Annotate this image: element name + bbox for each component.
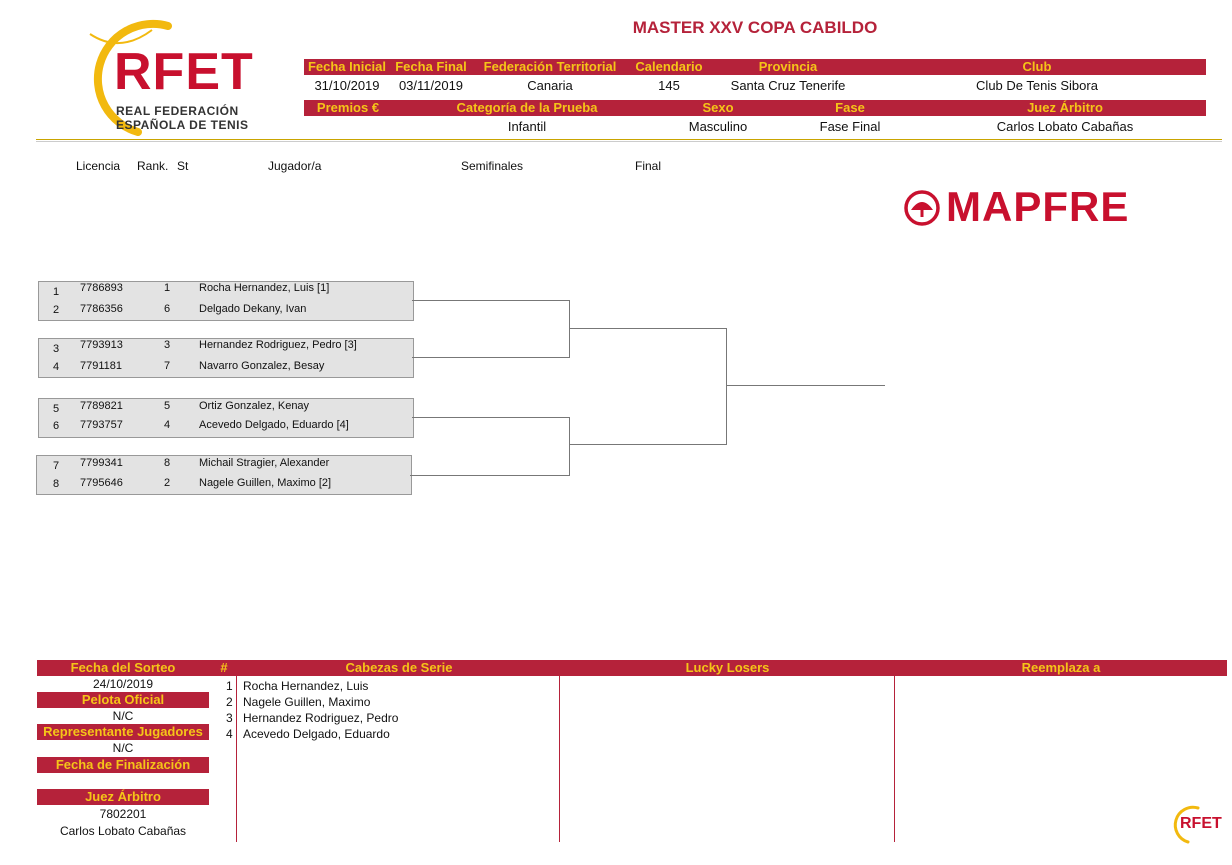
draw-player: Nagele Guillen, Maximo [2] — [199, 477, 332, 489]
footer-separator — [559, 676, 560, 842]
seed-name: Nagele Guillen, Maximo — [243, 695, 371, 709]
info1-header-provincia: Provincia — [758, 59, 818, 74]
draw-pos: 7 — [53, 460, 60, 472]
draw-player: Rocha Hernandez, Luis [1] — [199, 282, 330, 294]
draw-player: Hernandez Rodriguez, Pedro [3] — [199, 339, 357, 351]
col-final: Final — [635, 159, 662, 173]
mapfre-logo — [902, 183, 1202, 230]
info1-federacion: Canaria — [527, 78, 573, 93]
info1-header-federacion: Federación Territorial — [483, 59, 617, 74]
draw-licencia: 7799341 — [80, 457, 123, 469]
rfet-logo-small — [1162, 804, 1226, 844]
draw-rank: 1 — [164, 282, 171, 294]
draw-player: Delgado Dekany, Ivan — [199, 303, 307, 315]
draw-pos: 3 — [53, 343, 60, 355]
draw-licencia: 7793757 — [80, 419, 123, 431]
bracket-line — [412, 300, 570, 301]
footer-representante-label: Representante Jugadores — [37, 724, 209, 740]
draw-player: Acevedo Delgado, Eduardo [4] — [199, 419, 349, 431]
col-licencia: Licencia — [76, 159, 121, 173]
draw-licencia: 7786893 — [80, 282, 123, 294]
info1-header-fecha-inicial: Fecha Inicial — [307, 59, 387, 74]
bracket-line — [569, 444, 727, 445]
info2-juez: Carlos Lobato Cabañas — [996, 119, 1134, 134]
logo-text: RFET — [114, 43, 254, 101]
draw-pos: 1 — [53, 286, 60, 298]
rfet-logo — [60, 14, 260, 136]
logo-line2: ESPAÑOLA DE TENIS — [116, 118, 249, 132]
mapfre-emblem-icon — [902, 188, 942, 228]
info2-header-sexo: Sexo — [702, 100, 734, 115]
col-jugador: Jugador/a — [268, 159, 322, 173]
col-rank: Rank. — [137, 159, 169, 173]
draw-licencia: 7793913 — [80, 339, 123, 351]
seed-num: 3 — [226, 711, 233, 725]
info1-club: Club De Tenis Sibora — [976, 78, 1098, 93]
draw-rank: 6 — [164, 303, 171, 315]
info1-calendario: 145 — [658, 78, 680, 93]
info2-fase: Fase Final — [819, 119, 881, 134]
seed-name: Hernandez Rodriguez, Pedro — [243, 711, 399, 725]
info2-header-categoria: Categoría de la Prueba — [456, 100, 598, 115]
seed-num: 4 — [226, 727, 233, 741]
col-semifinales: Semifinales — [461, 159, 524, 173]
draw-rank: 7 — [164, 360, 171, 372]
footer-reemplaza-label: Reemplaza a — [1021, 660, 1101, 675]
bracket-line — [569, 417, 570, 476]
logo-text-small: RFET — [1180, 815, 1222, 832]
draw-pos: 8 — [53, 478, 60, 490]
footer-separator — [894, 676, 895, 842]
draw-rank: 3 — [164, 339, 171, 351]
draw-licencia: 7791181 — [80, 360, 123, 372]
info1-provincia: Santa Cruz Tenerife — [730, 78, 846, 93]
seed-num: 2 — [226, 695, 233, 709]
draw-rank: 4 — [164, 419, 171, 431]
footer-fecha-sorteo: 24/10/2019 — [92, 677, 154, 691]
draw-pos: 6 — [53, 420, 60, 432]
info1-header-calendario: Calendario — [635, 59, 703, 74]
draw-pos: 5 — [53, 403, 60, 415]
seed-name: Acevedo Delgado, Eduardo — [243, 727, 390, 741]
footer-juez-name: Carlos Lobato Cabañas — [59, 824, 187, 838]
footer-lucky-label: Lucky Losers — [685, 660, 770, 675]
info2-header-juez: Juez Árbitro — [1027, 100, 1103, 115]
info1-fecha-inicial: 31/10/2019 — [314, 78, 380, 93]
draw-player: Navarro Gonzalez, Besay — [199, 360, 325, 372]
draw-player: Michail Stragier, Alexander — [199, 457, 330, 469]
footer-fecha-sorteo-label: Fecha del Sorteo — [70, 660, 176, 675]
info2-header-fase: Fase — [835, 100, 865, 115]
bracket-line — [569, 300, 570, 358]
bracket-line — [726, 385, 885, 386]
info2-sexo: Masculino — [688, 119, 748, 134]
draw-licencia: 7789821 — [80, 400, 123, 412]
footer-finalizacion-label: Fecha de Finalización — [37, 757, 209, 773]
mapfre-text: MAPFRE — [946, 183, 1130, 230]
info1-header-club: Club — [1022, 59, 1052, 74]
page-title: MASTER XXV COPA CABILDO — [632, 18, 878, 37]
header-divider — [36, 139, 1222, 140]
footer-juez-label: Juez Árbitro — [37, 789, 209, 805]
footer-representante: N/C — [112, 741, 134, 755]
footer-pelota-label: Pelota Oficial — [37, 692, 209, 708]
footer-cabezas-label: Cabezas de Serie — [345, 660, 453, 675]
header-divider-2 — [36, 141, 1222, 142]
draw-rank: 2 — [164, 477, 171, 489]
col-st: St — [177, 159, 189, 173]
bracket-line — [569, 328, 727, 329]
draw-rank: 8 — [164, 457, 171, 469]
bracket-line — [412, 417, 570, 418]
draw-rank: 5 — [164, 400, 171, 412]
bracket-line — [410, 475, 570, 476]
draw-licencia: 7795646 — [80, 477, 123, 489]
info1-fecha-final: 03/11/2019 — [398, 78, 464, 93]
footer-pelota: N/C — [112, 709, 134, 723]
draw-pos: 4 — [53, 361, 60, 373]
footer-separator — [236, 676, 237, 842]
bracket-line — [726, 328, 727, 445]
footer-juez-id: 7802201 — [99, 807, 147, 821]
draw-pos: 2 — [53, 304, 60, 316]
info2-header-premios: Premios € — [316, 100, 380, 115]
bracket-line — [412, 357, 570, 358]
seed-num: 1 — [226, 679, 233, 693]
logo-line1: REAL FEDERACIÓN — [116, 104, 239, 118]
info2-categoria: Infantil — [507, 119, 547, 134]
draw-player: Ortiz Gonzalez, Kenay — [199, 400, 310, 412]
footer-hash-label: # — [220, 660, 228, 675]
info1-header-fecha-final: Fecha Final — [395, 59, 467, 74]
draw-licencia: 7786356 — [80, 303, 123, 315]
seed-name: Rocha Hernandez, Luis — [243, 679, 369, 693]
